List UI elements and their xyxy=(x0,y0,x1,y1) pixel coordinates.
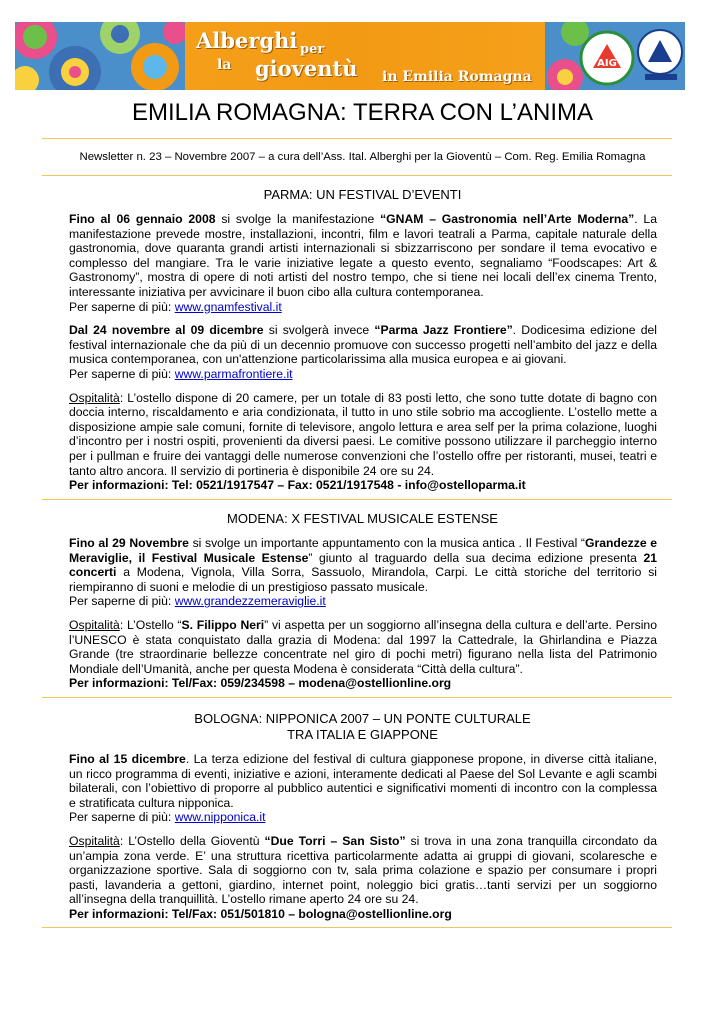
section-bologna xyxy=(69,752,657,922)
text: Per saperne di più: xyxy=(69,594,175,609)
link-nipponica[interactable]: www.nipponica.it xyxy=(174,810,266,825)
paragraph-gnam xyxy=(69,212,657,300)
text: Per saperne di più: xyxy=(69,810,175,825)
hostel-name: S. Filippo Neri xyxy=(181,617,265,632)
colorful-circles-decoration xyxy=(15,22,185,90)
event-date: Fino al 06 gennaio 2008 xyxy=(69,212,216,226)
page-title: EMILIA ROMAGNA: TERRA CON L’ANIMA xyxy=(132,99,593,126)
more-info-line xyxy=(69,594,657,609)
event-date: Dal 24 novembre al 09 dicembre xyxy=(69,323,264,338)
header-banner xyxy=(15,22,685,90)
heading-line: BOLOGNA: NIPPONICA 2007 – UN PONTE CULTURALE xyxy=(194,711,531,726)
paragraph-ospitalita-bologna xyxy=(69,834,657,907)
section-parma xyxy=(69,212,657,493)
banner-text-gioventu: gioventù xyxy=(255,56,358,81)
banner-text-alberghi: Alberghi xyxy=(196,28,298,53)
link-grandezzemeraviglie[interactable]: www.grandezzemeraviglie.it xyxy=(174,594,326,609)
text: si svolge un importante appuntamento con la musica antica . Il Festival “ xyxy=(188,536,585,550)
more-info-line xyxy=(69,810,657,825)
text: ” vi aspetta per un soggiorno all’insegna della cultura e dell’arte. Persino l’UNESCO è stata conquistato dalla grazia di Modena: dal 1997 la Cattedrale, la Ghirlandina e Piazza Grande (tre straordinarie bellezze concentrate nel giro di pochi metri) figurano nella lista del Patrimonio Mondiale dell’Umanità, anche per questa Modena è considerata “Città della cultura”. xyxy=(69,617,657,676)
text: si svolge la manifestazione xyxy=(215,212,381,226)
divider xyxy=(42,175,672,176)
link-parmafrontiere[interactable]: www.parmafrontiere.it xyxy=(174,366,293,381)
link-gnamfestival[interactable]: www.gnamfestival.it xyxy=(174,299,282,314)
text: . La terza edizione del festival di cultura giapponese propone, in diverse città italiane, un ricco programma di eventi, iniziative e azioni, interamente dedicati al Paese del Sol Levante e agli scambi bilaterali, con l’obiettivo di proporre al pubblico autentici e significativi momenti di incontro con la complessa e stratificata cultura nipponica. xyxy=(69,752,657,810)
svg-text:AIG: AIG xyxy=(597,58,617,69)
contact-text: Per informazioni: Tel: 0521/1917547 – Fax: 0521/1917548 - info@ostelloparma.it xyxy=(69,478,526,493)
contact-info xyxy=(69,907,657,922)
section-modena xyxy=(69,536,657,691)
text: : L’ostello dispone di 20 camere, per un totale di 83 posti letto, che sono tutte dotate di bagno con doccia interno, riscaldamento e aria condizionata, il tutto in uno stile sobrio ma accogliente. L’ostello mette a disposizione ampie sale comuni, fornite di televisore, angolo lettura e area self per la prima colazione, luoghi d’incontro per i nostri ospiti, provenienti da diversi paesi. Le comitive possono utilizzare il parcheggio interno per i pullman e fruire dei vantaggi delle numerose convenzioni che l’ostello offre per ristoranti, musei, teatri e tanto altro ancora. Il servizio di portineria è disponibile 24 ore su 24. xyxy=(69,390,657,478)
paragraph-jazz xyxy=(69,323,657,367)
contact-text: Per informazioni: Tel/Fax: 059/234598 – modena@ostellionline.org xyxy=(69,676,452,691)
event-name: Grandezze e Meraviglie, il Festival Musicale Estense xyxy=(69,536,658,565)
text: Per saperne di più: xyxy=(69,366,175,381)
text: ” giunto al traguardo della sua decima edizione presenta xyxy=(308,550,644,565)
hostel-name: “Due Torri – San Sisto” xyxy=(264,833,406,848)
banner-text-la: la xyxy=(217,57,232,73)
divider xyxy=(42,927,672,928)
contact-text: Per informazioni: Tel/Fax: 051/501810 – bologna@ostellionline.org xyxy=(69,906,452,921)
banner-text-region: in Emilia Romagna xyxy=(382,69,532,85)
section-heading-modena: MODENA: X FESTIVAL MUSICALE ESTENSE xyxy=(227,511,498,526)
text: : L’Ostello della Gioventù xyxy=(119,833,265,848)
banner-text-per: per xyxy=(300,42,325,57)
text: : L’Ostello “ xyxy=(119,617,182,632)
heading-line: TRA ITALIA E GIAPPONE xyxy=(287,727,438,742)
label-ospitalita: Ospitalità xyxy=(69,617,120,632)
event-name: “Parma Jazz Frontiere” xyxy=(374,323,513,338)
divider xyxy=(42,499,672,500)
paragraph-nipponica xyxy=(69,752,657,810)
concert-count: 21 concerti xyxy=(69,550,657,580)
divider xyxy=(42,697,672,698)
label-ospitalita: Ospitalità xyxy=(69,833,120,848)
text: Per saperne di più: xyxy=(69,299,175,314)
paragraph-festival-estense xyxy=(69,536,657,594)
label-ospitalita: Ospitalità xyxy=(69,390,120,405)
event-date: Fino al 29 Novembre xyxy=(69,536,189,550)
section-heading-bologna xyxy=(0,711,725,743)
newsletter-info: Newsletter n. 23 – Novembre 2007 – a cura dell’Ass. Ital. Alberghi per la Gioventù – Com. Reg. Emilia Romagna xyxy=(79,151,646,163)
event-date: Fino al 15 dicembre xyxy=(69,752,186,766)
text: si trova in una zona tranquilla circondato da un’ampia zona verde. E’ una struttura ricettiva particolarmente adatta ai gruppi di giovani, scolaresche e organizzazione sportive. Sala di soggiorno con tv, sala prima colazione e spazio per consumare i propri pasti, lavanderia a gettoni, giardino, internet point, noleggio bici gratis…tanti servizi per un soggiorno all’insegna della tranquillità. L’ostello rimane aperto 24 ore su 24. xyxy=(69,833,657,907)
contact-info xyxy=(69,478,657,493)
more-info-line xyxy=(69,300,657,315)
divider xyxy=(42,138,672,139)
more-info-line xyxy=(69,367,657,382)
aig-logo-icon xyxy=(545,22,685,90)
paragraph-ospitalita-modena xyxy=(69,618,657,676)
event-name: “GNAM – Gastronomia nell’Arte Moderna” xyxy=(380,212,635,226)
text: a Modena, Vignola, Villa Sorra, Sassuolo, Mirandola, Carpi. Le città storiche del territorio si riempiranno di suoni e melodie di un prestigioso passato musicale. xyxy=(69,565,657,594)
paragraph-ospitalita-parma xyxy=(69,391,657,479)
text: . Dodicesima edizione del festival internazionale che da più di un decennio promuove con successo progetti nell’ambito del jazz e della musica contemporanea, con un'attenzione particolarissima alla musica europea e ai giovani. xyxy=(69,323,657,367)
contact-info xyxy=(69,676,657,691)
text: si svolgerà invece xyxy=(263,323,375,338)
section-heading-parma: PARMA: UN FESTIVAL D’EVENTI xyxy=(263,187,462,202)
text: . La manifestazione prevede mostre, installazioni, incontri, film e lavori teatrali a Parma, capitale naturale della gastronomia, dove quaranta grandi artisti internazionali si sbizzarriscono per sondare il tema evocativo e complesso del mangiare. Tra le varie iniziative legate a questo evento, segnaliamo “Foodscapes: Art & Gastronomy”, mostra di opere di noti artisti del nostro tempo, che si tiene nei locali dell’ex cinema Trento, interessante iniziativa per avvicinare il buon cibo alla cultura contemporanea. xyxy=(69,212,657,299)
